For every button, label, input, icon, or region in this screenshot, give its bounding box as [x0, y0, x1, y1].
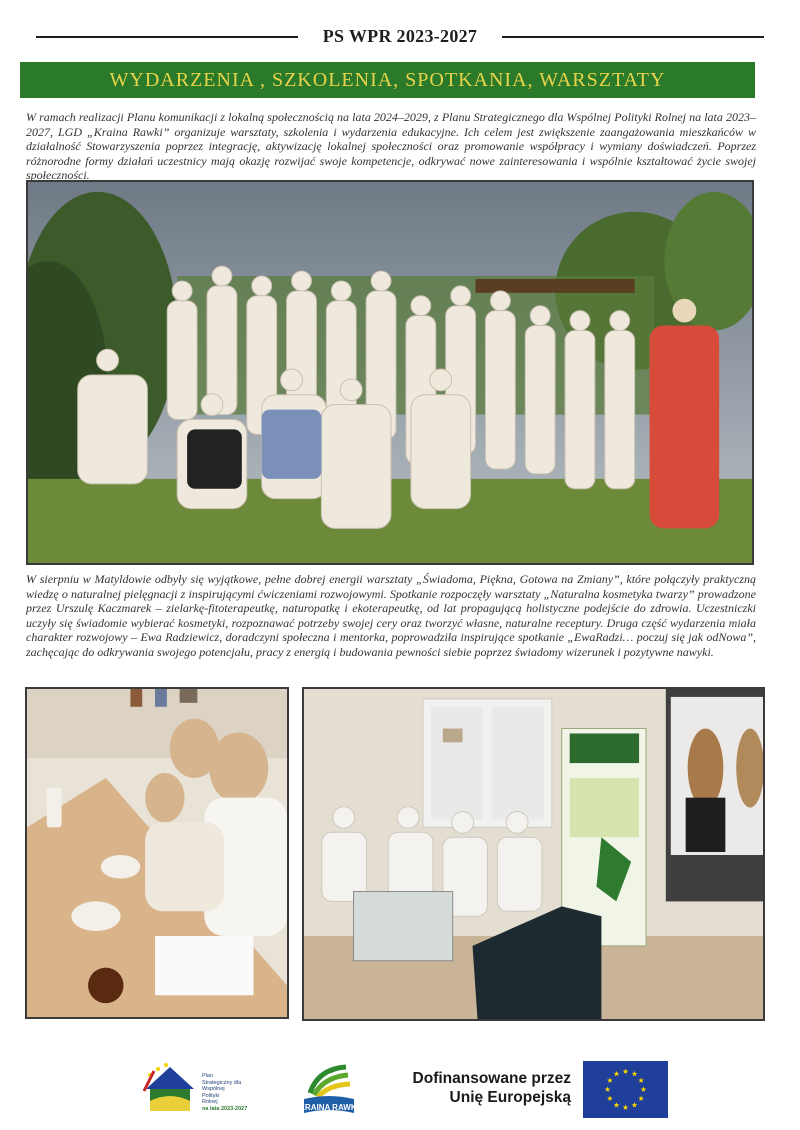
psw-logo-text	[202, 1073, 262, 1113]
kraina-rawki-logo	[298, 1059, 360, 1121]
psw-line: Plan	[202, 1073, 214, 1079]
header-title: PS WPR 2023-2027	[322, 26, 478, 46]
psw-logo-mark	[140, 1061, 200, 1117]
page-header	[36, 26, 764, 48]
presentation-photo	[302, 687, 765, 1021]
cofinanced-text	[405, 1069, 571, 1107]
group-photo	[26, 180, 754, 565]
eu-flag-icon	[583, 1061, 668, 1118]
event-description: W sierpniu w Matyldowie odbyły się wyjątkowe, pełne dobrej energii warsztaty „Świadoma, Piękna, Gotowa na Zmiany”, które połączyły praktyczną wiedzę o naturalnej pielęgnacji z inspirującymi ćwiczeniami rozwojowymi. Spotkanie rozpoczęły warsztaty „Naturalna kosmetyka twarzy” prowadzone przez Urszulę Kaczmarek – zielarkę-fitoterapeutkę, naturopatkę i ekoterapeutkę, od lat propagującą holistyczne podejście do zdrowia. Uczestniczki uczyły się świadomie wybierać kosmetyki, rozpoznawać potrzeby swojej cery oraz tworzyć własne, naturalne receptury. Druga część wydarzenia miała charakter rozwojowy – Ewa Radziewicz, doradczyni społeczna i mentorka, poprowadziła inspirujące spotkanie „EwaRadzi… poczuj się jak odNowa”, zachęcając do odkrywania swojego potencjału, pracy z energią i budowania pewności siebie poprzez świadomy wizerunek i pozytywne nawyki.	[26, 572, 756, 659]
workshop-photo	[25, 687, 289, 1019]
psw-line: Polityki	[202, 1092, 220, 1099]
header-rule-right	[502, 36, 764, 38]
footer-logos	[0, 1055, 800, 1125]
psw-line: Rolnej	[202, 1099, 218, 1106]
psw-line: Strategiczny dla	[202, 1079, 242, 1086]
section-banner	[20, 62, 755, 98]
banner-title: WYDARZENIA , SZKOLENIA, SPOTKANIA, WARSZTATY	[109, 68, 666, 91]
intro-paragraph: W ramach realizacji Planu komunikacji z lokalną społecznością na lata 2024–2029, z Planu Strategicznego dla Wspólnej Polityki Rolnej na lata 2023–2027, LGD „Kraina Rawki” organizuje warsztaty, szkolenia i wydarzenia edukacyjne. Ich celem jest zwiększenie zaangażowania mieszkańców w działalność Stowarzyszenia poprzez integrację, aktywizację lokalnej społeczności oraz promowanie współpracy i wymiany doświadczeń. Poprzez różnorodne formy działań uczestnicy mają okazję rozwijać swoje kompetencje, odkrywać nowe zainteresowania i wspólnie kształtować życie swojej społeczności.	[26, 110, 756, 183]
kraina-rawki-text: KRAINA RAWKI	[299, 1103, 359, 1112]
psw-line: na lata 2023-2027	[202, 1105, 248, 1112]
psw-logo	[140, 1061, 260, 1117]
cofinanced-line2: Unię Europejską	[449, 1089, 571, 1106]
psw-line: Wspólnej	[202, 1086, 225, 1093]
cofinanced-line1: Dofinansowane przez	[412, 1070, 571, 1087]
